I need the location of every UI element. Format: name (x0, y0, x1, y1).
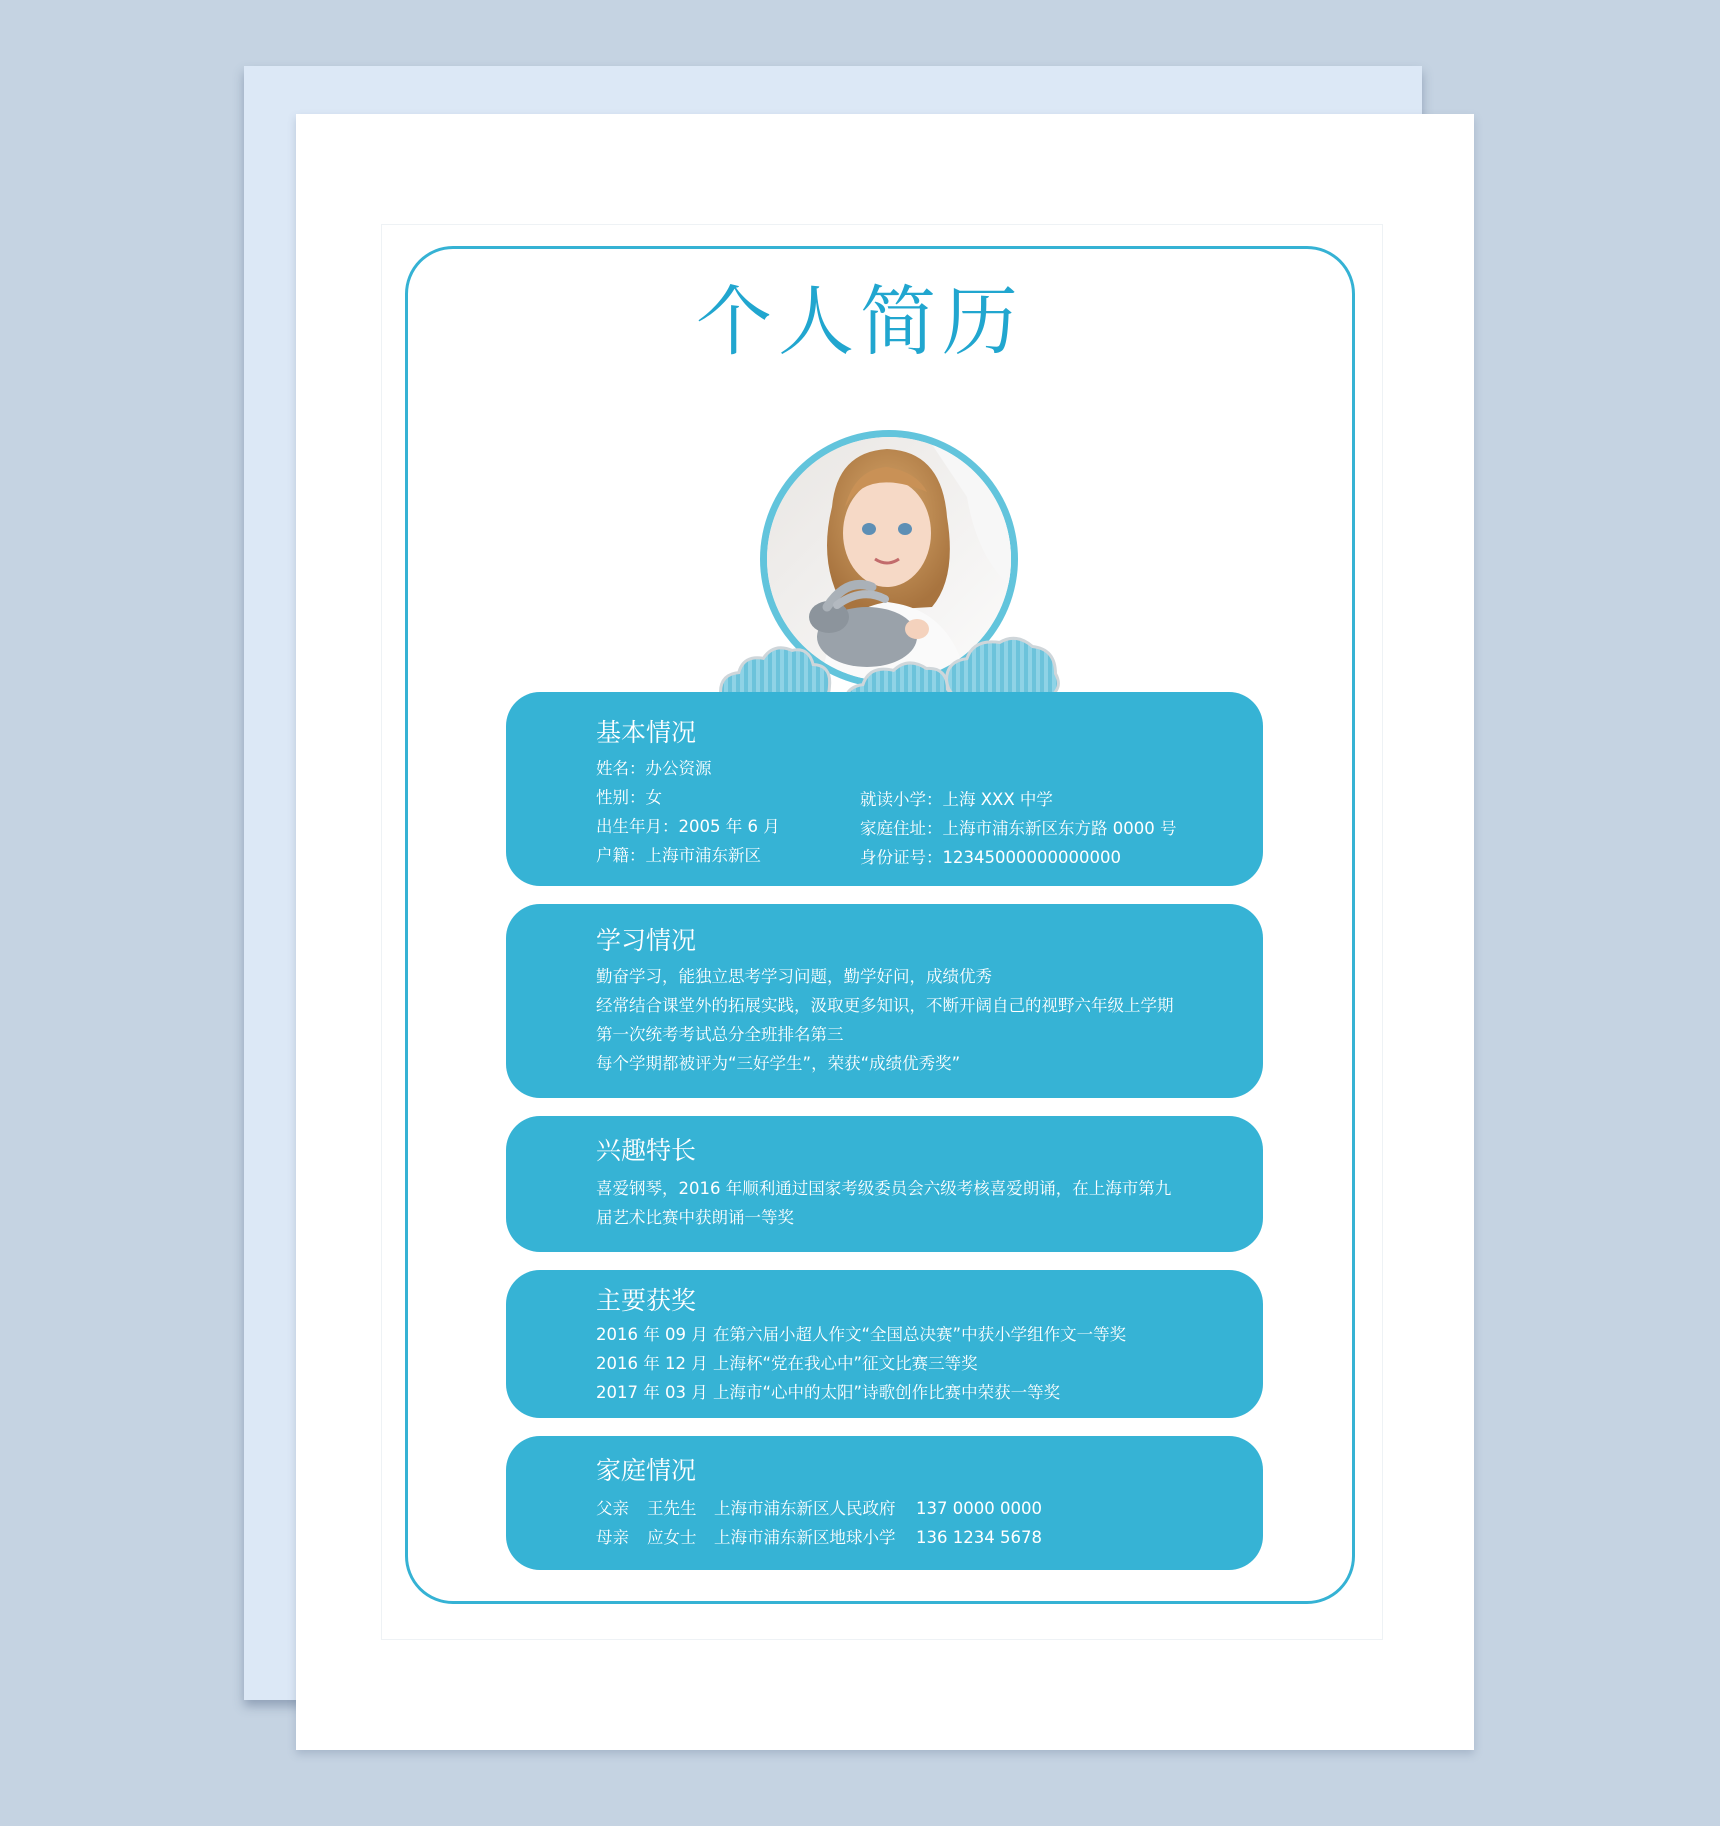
family-name: 应女士 (647, 1528, 697, 1547)
basic-hukou: 户籍：上海市浦东新区 (596, 846, 761, 865)
page-title: 个人简历 (696, 277, 1024, 366)
basic-birth: 出生年月：2005 年 6 月 (596, 817, 780, 836)
family-relation: 父亲 (596, 1499, 629, 1518)
study-line: 第一次统考考试总分全班排名第三 (596, 1025, 844, 1044)
basic-address: 家庭住址：上海市浦东新区东方路 0000 号 (860, 819, 1177, 838)
family-workplace: 上海市浦东新区地球小学 (714, 1528, 896, 1547)
family-relation: 母亲 (596, 1528, 629, 1547)
section-study (506, 904, 1263, 1098)
section-title: 兴趣特长 (596, 1136, 697, 1165)
award-line: 2016 年 09 月 在第六届小超人作文“全国总决赛”中获小学组作文一等奖 (596, 1325, 1127, 1344)
study-line: 经常结合课堂外的拓展实践，汲取更多知识，不断开阔自己的视野六年级上学期 (596, 996, 1174, 1015)
family-phone: 137 0000 0000 (916, 1499, 1042, 1518)
basic-school: 就读小学：上海 XXX 中学 (860, 790, 1053, 809)
section-title: 基本情况 (596, 718, 697, 747)
section-title: 学习情况 (596, 926, 697, 955)
basic-id-number: 身份证号：12345000000000000 (860, 848, 1121, 867)
section-title: 主要获奖 (596, 1286, 697, 1315)
section-family (506, 1436, 1263, 1570)
family-phone: 136 1234 5678 (916, 1528, 1042, 1547)
section-awards (506, 1270, 1263, 1418)
hobby-line: 喜爱钢琴，2016 年顺利通过国家考级委员会六级考核喜爱朗诵，在上海市第九 (596, 1179, 1172, 1198)
family-workplace: 上海市浦东新区人民政府 (714, 1499, 896, 1518)
basic-gender: 性别：女 (596, 788, 662, 807)
study-line: 勤奋学习，能独立思考学习问题，勤学好问，成绩优秀 (596, 967, 992, 986)
award-line: 2017 年 03 月 上海市“心中的太阳”诗歌创作比赛中荣获一等奖 (596, 1383, 1061, 1402)
hobby-line: 届艺术比赛中获朗诵一等奖 (596, 1208, 794, 1227)
award-line: 2016 年 12 月 上海杯“党在我心中”征文比赛三等奖 (596, 1354, 978, 1373)
section-hobbies (506, 1116, 1263, 1252)
basic-name: 姓名：办公资源 (596, 759, 712, 778)
section-title: 家庭情况 (596, 1456, 697, 1485)
family-name: 王先生 (647, 1499, 697, 1518)
section-basic-info (506, 692, 1263, 886)
study-line: 每个学期都被评为“三好学生”，荣获“成绩优秀奖” (596, 1054, 961, 1073)
